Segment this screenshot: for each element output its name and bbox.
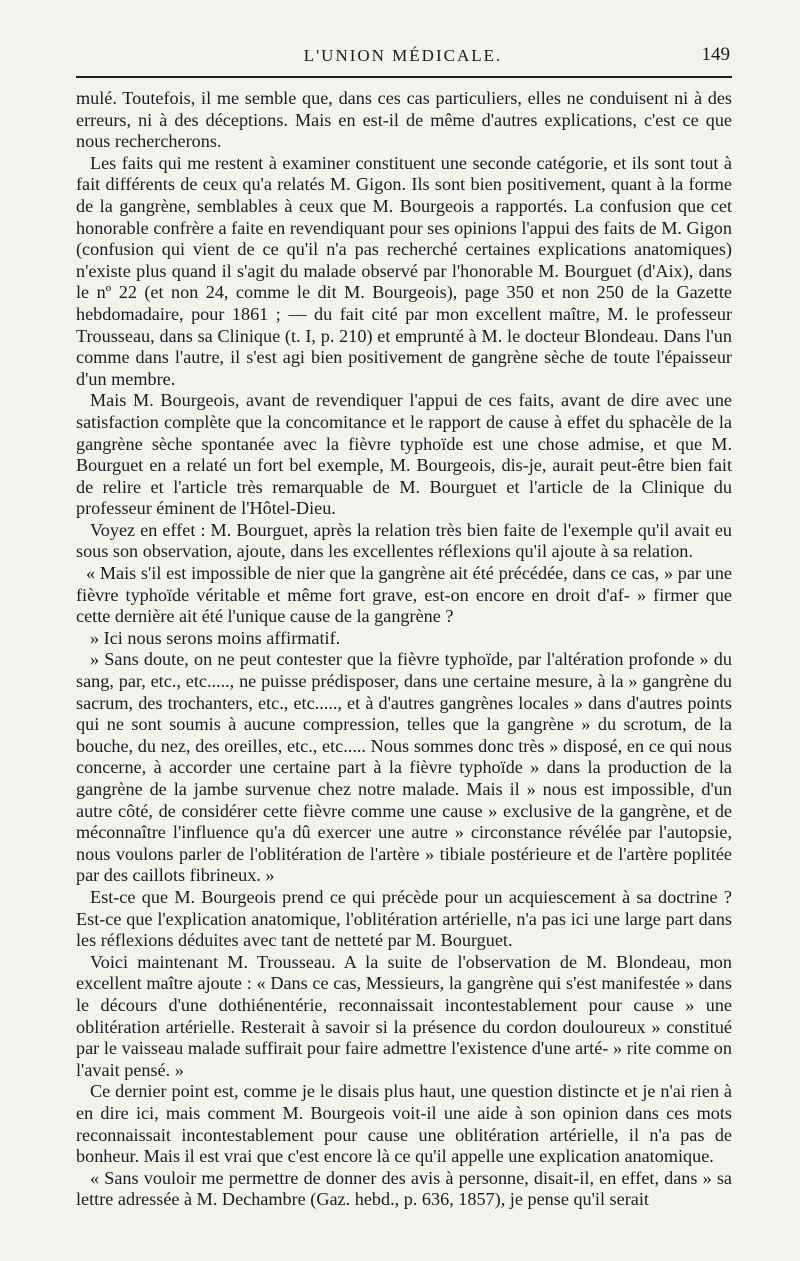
quote-paragraph: » Ici nous serons moins affirmatif.	[90, 627, 341, 648]
paragraph: Les faits qui me restent à examiner constituent une seconde catégorie, et ils sont tout à fait différents de ceux qu'a relatés M. Gigon. Ils sont bien positivement, quant à la forme de la gangrène, semblables à ceux que M. Bourgeois a rapportés. La confusion que cet honorable confrère a faite en revendiquant pour ses opinions l'appui des faits de M. Gigon (confusion qui vient de ce qu'il n'a pas recherché certaines explications anatomiques) n'existe plus quand il s'agit du malade observé par l'honorable M. Bourguet (d'Aix), dans le nº 22 (et non 24, comme le dit M. Bourgeois), page 350 et non 250 de la Gazette hebdomadaire, pour 1861 ; — du fait cité par mon excellent maître, M. le professeur Trousseau, dans sa Clinique (t. I, p. 210) et emprunté à M. le docteur Blondeau. Dans l'un comme dans l'autre, il s'est agi bien positivement de gangrène sèche de toute l'épaisseur d'un membre.	[76, 152, 732, 389]
quote-paragraph: » Sans doute, on ne peut contester que la fièvre typhoïde, par l'altération profonde » du sang, par, etc., etc....., ne puisse prédisposer, dans une certaine mesure, à la » gangrène du sacrum, des trochanters, etc., etc....., et à d'autres gangrènes locales » dans d'autres points qui ne sont soumis à aucune compression, telles que la gangrène » du scrotum, de la bouche, du nez, des oreilles, etc., etc..... Nous sommes donc très » disposé, en ce qui nous concerne, à accorder une certaine part à la fièvre typhoïde » dans la production de la gangrène de la jambe survenue chez notre malade. Mais il » nous est impossible, d'un autre côté, de considérer cette fièvre comme une cause » exclusive de la gangrène, et de méconnaître l'influence qu'a dû exercer une autre » circonstance révélée par l'autopsie, nous voulons parler de l'oblitération de l'artère » tibiale postérieure et de l'artère poplitée par des caillots fibrineux. »	[76, 649, 732, 886]
quote-paragraph: « Sans vouloir me permettre de donner des avis à personne, disait-il, en effet, dans » sa lettre adressée à M. Dechambre (Gaz. hebd., p. 636, 1857), je pense qu'il serait	[76, 1167, 732, 1210]
running-header	[76, 40, 730, 74]
paragraph: Est-ce que M. Bourgeois prend ce qui précède pour un acquiescement à sa doctrine ? Est-ce que l'explication anatomique, l'oblitération artérielle, n'a pas ici une large part dans les réflexions déduites avec tant de netteté par M. Bourguet.	[76, 886, 732, 951]
paragraph: Ce dernier point est, comme je le disais plus haut, une question distincte et je n'ai rien à en dire ici, mais comment M. Bourgeois voit-il une aide à son opinion dans ces mots reconnaissait incontestablement pour cause une oblitération artérielle, il n'a pas de bonheur. Mais il est vrai que c'est encore là ce qu'il appelle une explication anatomique.	[76, 1081, 732, 1167]
running-title: L'UNION MÉDICALE.	[303, 46, 503, 65]
page-number: 149	[701, 44, 730, 65]
quote-paragraph: « Mais s'il est impossible de nier que la gangrène ait été précédée, dans ce cas, » par une fièvre typhoïde véritable et même fort grave, est-on encore en droit d'af- » firmer que cette dernière ait été l'unique cause de la gangrène ?	[76, 563, 732, 627]
paragraph: mulé. Toutefois, il me semble que, dans ces cas particuliers, elles ne conduisent ni à des erreurs, ni à des déceptions. Mais en est-il de même d'autres explications, c'est ce que nous rechercherons.	[76, 88, 732, 152]
header-rule	[76, 76, 732, 78]
paragraph: Mais M. Bourgeois, avant de revendiquer l'appui de ces faits, avant de dire avec une satisfaction complète que la concomitance et le rapport de cause à effet du sphacèle de la gangrène sèche spontanée avec la fièvre typhoïde est une chose admise, et que M. Bourguet en a relaté un fort bel exemple, M. Bourgeois, dis-je, aurait peut-être bien fait de relire et l'article très remarquable de M. Bourguet et l'article de la Clinique du professeur éminent de l'Hôtel-Dieu.	[76, 390, 732, 519]
body-text	[76, 88, 732, 1211]
paragraph: Voyez en effet : M. Bourguet, après la relation très bien faite de l'exemple qu'il avait eu sous son observation, ajoute, dans les excellentes réflexions qu'il ajoute à sa relation.	[76, 519, 732, 562]
paragraph: Voici maintenant M. Trousseau. A la suite de l'observation de M. Blondeau, mon excellent maître ajoute : « Dans ce cas, Messieurs, la gangrène qui s'est manifestée » dans le décours d'une dothiénentérie, reconnaissait incontestablement pour cause » une oblitération artérielle. Resterait à savoir si la présence du cordon douloureux » constitué par le vaisseau malade suffirait pour faire admettre l'existence d'une arté- » rite comme on l'avait pensé. »	[76, 951, 732, 1080]
